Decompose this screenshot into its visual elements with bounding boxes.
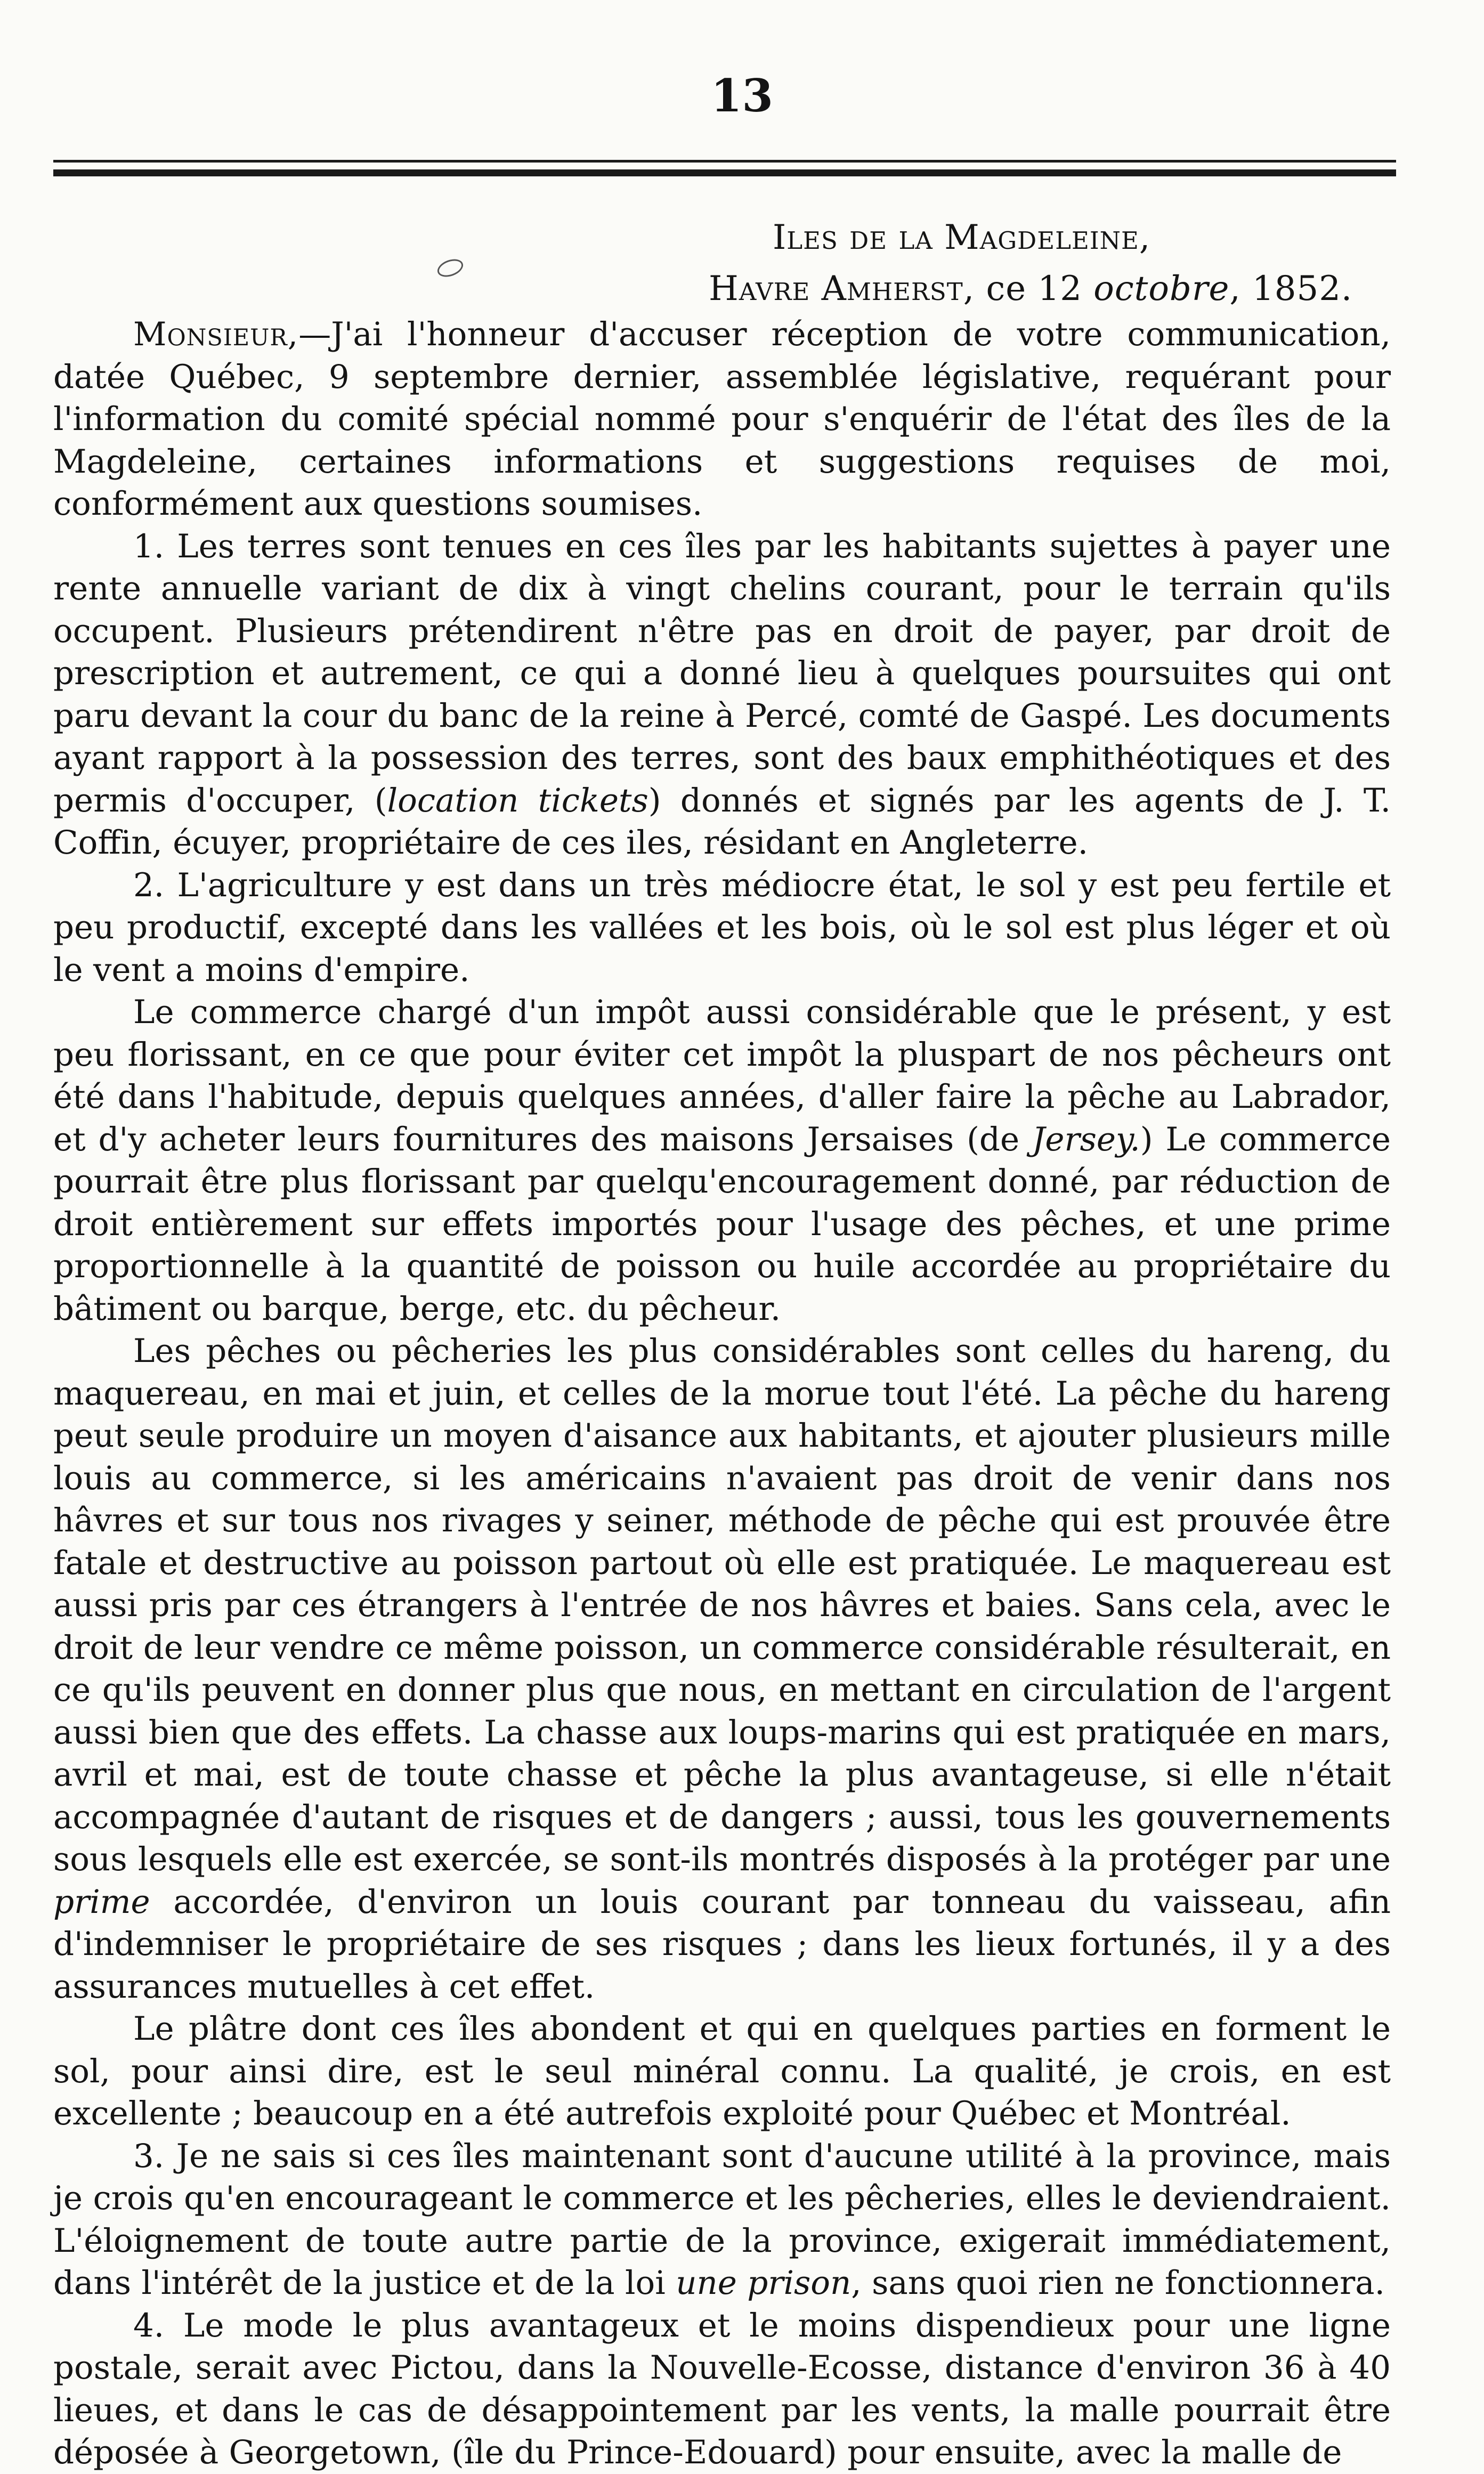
paragraph-2: 2. L'agriculture y est dans un très médiocre état, le sol y est peu fertile et peu productif, excepté dans les vallées et les bois, où le sol est plus léger et où le vent a moins d'empire. [53, 866, 1391, 989]
p6-text-a: 3. Je ne sais si ces îles maintenant sont d'aucune utilité à la province, mais je crois qu'en encourageant le commerce et les pêcheries, elles le deviendraient. L'éloignement de toute autre partie de la province, exigerait immédiatement, dans l'intérêt de la justice et de la loi [53, 2137, 1391, 2302]
dateline-suffix: , 1852. [1229, 269, 1353, 309]
p3-text-b: ) Le commerce pourrait être plus florissant par quelqu'encouragement donné, par réduction de droit entièrement sur effets importés pour l'usage des pêches, et une prime proportionnelle à la quantité de poisson ou huile accordée au propriétaire du bâtiment ou barque, berge, etc. du pêcheur. [53, 1120, 1391, 1328]
paragraph-intro [53, 313, 1391, 525]
p1-text-b: ) donnés et signés par les agents de J. T. Coffin, écuyer, propriétaire de ces iles, résidant en Angleterre. [53, 781, 1391, 862]
p3-text-a: Le commerce chargé d'un impôt aussi considérable que le présent, y est peu florissant, en ce que pour éviter cet impôt la pluspart de nos pêcheurs ont été dans l'habitude, depuis quelques années, d'aller faire la pêche au Labrador, et d'y acheter leurs fournitures des maisons Jersaises (de [53, 993, 1391, 1158]
place-name: Iles de la Magdeleine, [773, 218, 1151, 257]
p4-italic: prime [53, 1883, 150, 1921]
salutation: Monsieur, [133, 315, 299, 353]
paragraph-5: Le plâtre dont ces îles abondent et qui en quelques parties en forment le sol, pour ainsi dire, est le seul minéral connu. La qualité, je crois, en est excellente ; beaucoup en a été autrefois exploité pour Québec et Montréal. [53, 2010, 1391, 2132]
header-rule-thin [53, 160, 1396, 163]
dateline [709, 263, 1401, 314]
paragraph-7: 4. Le mode le plus avantageux et le moins dispendieux pour une ligne postale, serait avec Pictou, dans la Nouvelle-Ecosse, distance d'environ 36 à 40 lieues, et dans le cas de désappointement par les vents, la malle pourrait être déposée à Georgetown, (île du Prince-Edouard) pour ensuite, avec la malle de [53, 2306, 1391, 2471]
paragraph-1 [53, 525, 1391, 864]
p1-italic: location tickets [387, 781, 648, 820]
page-number: 13 [711, 69, 773, 122]
p6-italic: une prison [676, 2264, 852, 2302]
header-rule-thick [53, 169, 1396, 176]
paragraph-6 [53, 2135, 1391, 2305]
paragraph-3 [53, 991, 1391, 1330]
dateline-month: octobre [1093, 269, 1230, 309]
intro-text: —J'ai l'honneur d'accuser réception de votre communication, datée Québec, 9 septembre dernier, assemblée législative, requérant pour l'information du comité spécial nommé pour s'enquérir de l'état des îles de la Magdeleine, certaines informations et suggestions requises de moi, conformément aux questions soumises. [53, 315, 1391, 523]
smudge-mark [435, 256, 465, 280]
p4-text-a: Les pêches ou pêcheries les plus considérables sont celles du hareng, du maquereau, en mai et juin, et celles de la morue tout l'été. La pêche du hareng peut seule produire un moyen d'aisance aux habitants, et ajouter plusieurs mille louis au commerce, si les américains n'avaient pas droit de venir dans nos hâvres et sur tous nos rivages y seiner, méthode de pêche qui est prouvée être fatale et destructive au poisson partout où elle est pratiquée. Le maquereau est aussi pris par ces étrangers à l'entrée de nos hâvres et baies. Sans cela, avec le droit de leur vendre ce même poisson, un commerce considérable résulterait, en ce qu'ils peuvent en donner plus que nous, en mettant en circulation de l'argent aussi bien que des effets. La chasse aux loups-marins qui est pratiquée en mars, avril et mai, est de toute chasse et pêche la plus avantageuse, si elle n'était accompagnée d'autant de risques et de dangers ; aussi, tous les gouvernements sous lesquels elle est exercée, se sont-ils montrés disposés à la protéger par une [53, 1332, 1391, 1878]
dateline-prefix: , ce 12 [963, 269, 1094, 309]
place-line [709, 212, 1401, 263]
p6-text-b: , sans quoi rien ne fonctionnera. [851, 2264, 1385, 2302]
p4-text-b: accordée, d'environ un louis courant par tonneau du vaisseau, afin d'indemniser le propriétaire de ses risques ; dans les lieux fortunés, il y a des assurances mutuelles à cet effet. [53, 1883, 1391, 2006]
letter-body [53, 313, 1391, 2474]
p1-text-a: 1. Les terres sont tenues en ces îles par les habitants sujettes à payer une rente annuelle variant de dix à vingt chelins courant, pour le terrain qu'ils occupent. Plusieurs prétendirent n'être pas en droit de payer, par droit de prescription et autrement, ce qui a donné lieu à quelques poursuites qui ont paru devant la cour du banc de la reine à Percé, comté de Gaspé. Les documents ayant rapport à la possession des terres, sont des baux emphithéotiques et des permis d'occuper, ( [53, 527, 1391, 820]
letter-heading [709, 212, 1401, 314]
dateline-city: Havre Amherst [709, 269, 963, 309]
paragraph-4 [53, 1330, 1391, 2008]
p3-italic: Jersey. [1032, 1120, 1140, 1158]
